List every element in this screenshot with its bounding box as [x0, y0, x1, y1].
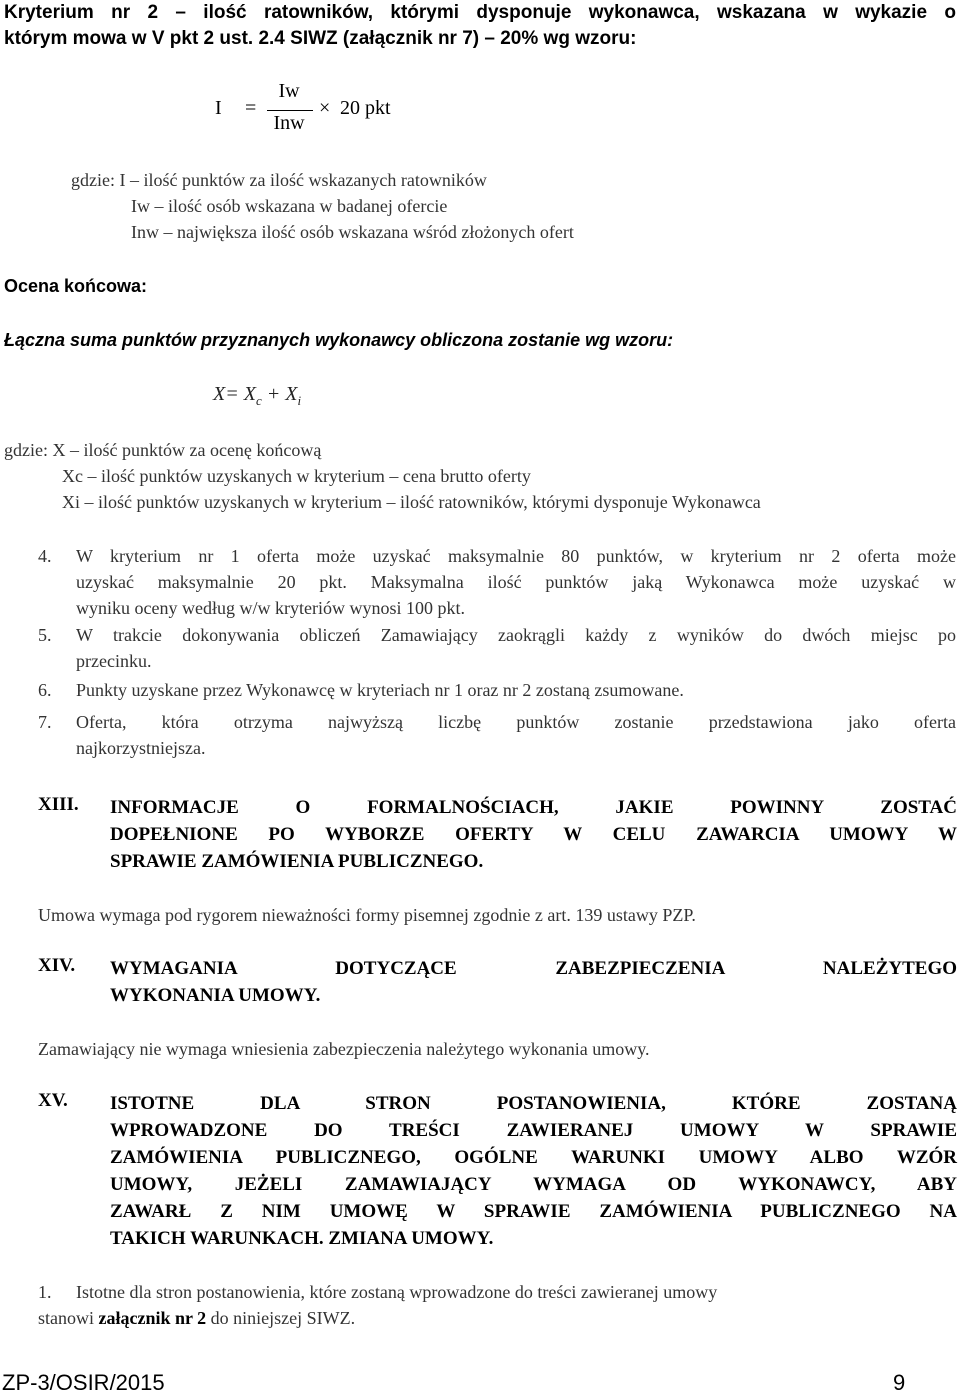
item-line-text: stanowi	[38, 1308, 99, 1328]
list-item-line: Punkty uzyskane przez Wykonawcę w kryteriach nr 1 oraz nr 2 zostaną zsumowane.	[76, 680, 684, 700]
section-xiv-body: Zamawiający nie wymaga wniesienia zabezpieczenia należytego wykonania umowy.	[38, 1039, 650, 1059]
section-title-line: ZAMÓWIENIA PUBLICZNEGO, OGÓLNE WARUNKI UMOWY ALBO WZÓR	[110, 1147, 957, 1168]
list-item	[38, 543, 958, 623]
formula-lhs: I	[215, 97, 222, 119]
list-item-line: najkorzystniejsza.	[76, 738, 206, 758]
section-xv-item-1-line-1: Istotne dla stron postanowienia, które zostaną wprowadzone do treści zawieranej umowy	[76, 1282, 718, 1302]
section-xiii-title	[110, 794, 957, 875]
formula-legend-line-2: Iw – ilość osób wskazana w badanej ofercie	[131, 196, 448, 216]
final-formula-lhs: X= X	[213, 383, 256, 405]
list-item-number: 7.	[38, 712, 52, 732]
attachment-reference: załącznik nr 2	[98, 1308, 207, 1328]
section-title-line: ZAWARŁ Z NIM UMOWĘ W SPRAWIE ZAMÓWIENIA PUBLICZNEGO NA	[110, 1201, 957, 1222]
section-title-line: WPROWADZONE DO TREŚCI ZAWIERANEJ UMOWY W SPRAWIE	[110, 1120, 957, 1141]
section-xiii-number: XIII.	[38, 794, 79, 815]
list-item-number: 6.	[38, 680, 52, 700]
section-title-line: WYKONANIA UMOWY.	[110, 985, 321, 1006]
list-item-line: W kryterium nr 1 oferta może uzyskać maksymalnie 80 punktów, w kryterium nr 2 oferta może	[76, 546, 956, 566]
final-formula-sub-c: c	[255, 393, 262, 408]
final-formula-sub-i: i	[297, 393, 302, 408]
document-reference: ZP-3/OSIR/2015	[2, 1370, 165, 1395]
section-xv-title	[110, 1090, 957, 1252]
section-xv-item-1-line-2	[38, 1305, 355, 1331]
section-xiv-number: XIV.	[38, 955, 76, 976]
section-xv-number: XV.	[38, 1090, 68, 1111]
criterion-heading-line-2: którym mowa w V pkt 2 ust. 2.4 SIWZ (załącznik nr 7) – 20% wg wzoru:	[4, 28, 637, 49]
section-title-line: TAKICH WARUNKACH. ZMIANA UMOWY.	[110, 1228, 494, 1249]
formula-times: ×	[319, 97, 331, 119]
section-title-line: DOPEŁNIONE PO WYBORZE OFERTY W CELU ZAWARCIA UMOWY W	[110, 824, 957, 845]
list-item	[38, 622, 958, 676]
fraction-bar	[267, 110, 313, 111]
section-title-line: UMOWY, JEŻELI ZAMAWIAJĄCY WYMAGA OD WYKONAWCY, ABY	[110, 1174, 957, 1195]
final-score-formula	[213, 383, 301, 409]
list-item-line: Oferta, która otrzyma najwyższą liczbę punktów zostanie przedstawiona jako oferta	[76, 712, 956, 732]
section-title-line: WYMAGANIA DOTYCZĄCE ZABEZPIECZENIA NALEŻYTEGO	[110, 958, 957, 979]
section-title-line: SPRAWIE ZAMÓWIENIA PUBLICZNEGO.	[110, 851, 484, 872]
list-item-line: wyniku oceny według w/w kryteriów wynosi 100 pkt.	[76, 598, 465, 618]
criterion-heading	[4, 0, 956, 52]
section-title-line: INFORMACJE O FORMALNOŚCIACH, JAKIE POWINNY ZOSTAĆ	[110, 797, 957, 818]
list-item-line: uzyskać maksymalnie 20 pkt. Maksymalna ilość punktów jaką Wykonawca może uzyskać w	[76, 572, 956, 592]
list-item-number: 4.	[38, 546, 52, 566]
section-title-line: ISTOTNE DLA STRON POSTANOWIENIA, KTÓRE ZOSTANĄ	[110, 1093, 957, 1114]
final-score-heading: Ocena końcowa:	[4, 276, 148, 296]
final-score-subheading: Łączna suma punktów przyznanych wykonawcy obliczona zostanie wg wzoru:	[4, 330, 674, 350]
list-item	[38, 677, 958, 705]
list-item	[38, 709, 958, 763]
section-xiv-title	[110, 955, 957, 1009]
formula-denominator: Inw	[273, 112, 305, 134]
formula-legend-line-3: Inw – największa ilość osób wskazana wśród złożonych ofert	[131, 222, 574, 242]
final-legend-line-1: gdzie: X – ilość punktów za ocenę końcową	[4, 440, 322, 460]
formula-legend-line-1: gdzie: I – ilość punktów za ilość wskazanych ratowników	[71, 170, 487, 190]
points-formula	[215, 80, 415, 140]
formula-equals: =	[245, 97, 257, 119]
final-legend-line-2: Xc – ilość punktów uzyskanych w kryterium – cena brutto oferty	[62, 466, 531, 486]
formula-rhs: 20 pkt	[340, 97, 391, 119]
page-number: 9	[893, 1370, 906, 1395]
section-xv-item-1-number: 1.	[38, 1282, 52, 1302]
list-item-line: przecinku.	[76, 651, 152, 671]
list-item-line: W trakcie dokonywania obliczeń Zamawiający zaokrągli każdy z wyników do dwóch miejsc po	[76, 625, 956, 645]
criterion-heading-line-1: Kryterium nr 2 – ilość ratowników, którymi dysponuje wykonawca, wskazana w wykazie o	[4, 2, 956, 23]
list-item-number: 5.	[38, 625, 52, 645]
formula-numerator: Iw	[278, 80, 300, 102]
final-legend-line-3: Xi – ilość punktów uzyskanych w kryterium – ilość ratowników, którymi dysponuje Wykonawca	[62, 492, 761, 512]
final-formula-plus: + X	[261, 383, 298, 405]
section-xiii-body: Umowa wymaga pod rygorem nieważności formy pisemnej zgodnie z art. 139 ustawy PZP.	[38, 905, 696, 925]
item-line-text: do niniejszej SIWZ.	[206, 1308, 356, 1328]
